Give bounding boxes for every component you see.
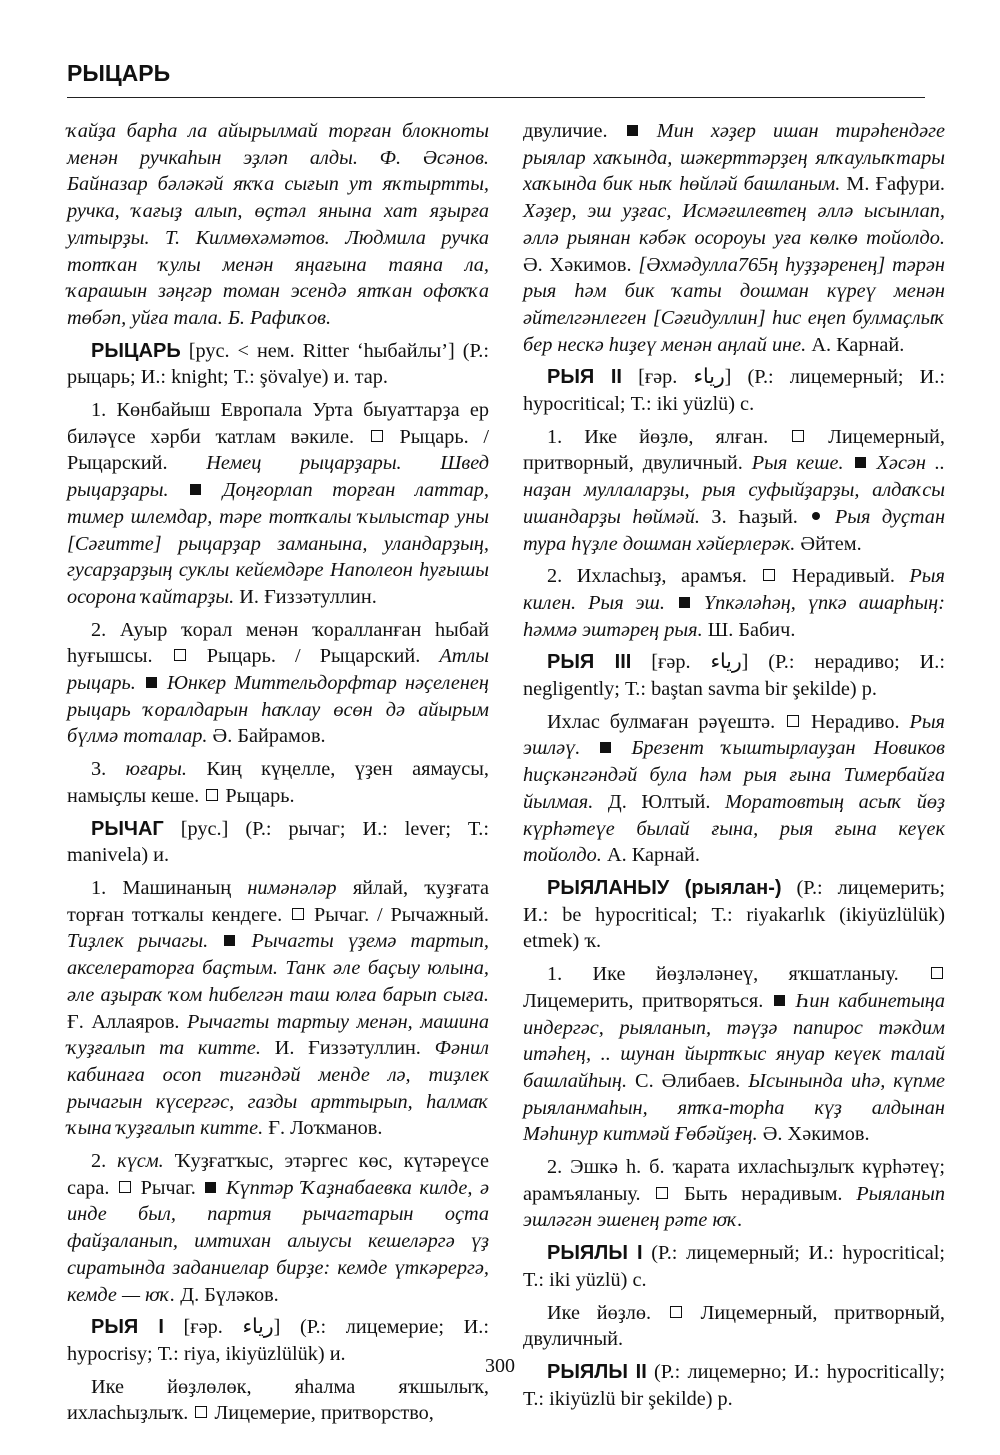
dictionary-entry: [67, 816, 489, 869]
quotation-marker-icon: [600, 742, 611, 753]
sense-block: [523, 961, 945, 1148]
sense-definition: 2.: [91, 1150, 107, 1173]
entry-headword: РЫЯЛЫ I: [547, 1242, 643, 1265]
quotation-source: А. Карнай.: [606, 844, 700, 867]
sense-definition: Ике йөҙлө.: [547, 1301, 652, 1324]
phrase-example: Рыяланып эшләгән эшенең рәте юҡ.: [523, 1182, 945, 1232]
quotation-source: М. Ғафури.: [846, 173, 946, 196]
dictionary-entry: [523, 1240, 945, 1293]
quotation-example: Һин кабинетыңа индергәс, рыяланып, тәүҙә папирос тәкдим итәһең, .. шунан йыртҡыс януар кеүек талай башлайһың.: [523, 989, 946, 1092]
quotation-source: Әйтем.: [800, 532, 862, 555]
entry-etymology: [ғәр. ریاء] (Р.: лицемерный; И.: hypocritical; Т.: iki yüzlü) с.: [523, 366, 946, 416]
quotation-source: Ә. Хәкимов.: [762, 1123, 870, 1146]
entry-headword: РЫЯЛЫ II: [547, 1360, 647, 1383]
sense-definition: 2. Ихласһыҙ, арамъя.: [547, 565, 747, 588]
sense-definition: 1. Ике йөҙлө, ялған.: [547, 425, 769, 448]
entry-headword: РЫЯ I: [91, 1316, 164, 1339]
russian-translation: Лицемерить, притворяться.: [523, 989, 764, 1012]
russian-translation: Лицемерный, притворный, двуличный.: [523, 425, 945, 475]
sense-definition: Киң күңелле, үҙен аямаусы, намыҫлы кеше.: [67, 758, 490, 807]
proverb-marker-icon: [812, 512, 820, 520]
entry-etymology: (Р.: лицемерно; И.: hypocritically; Т.: ikiyüzlü bir şekilde) р.: [523, 1360, 945, 1410]
translation-marker-icon: [792, 430, 804, 442]
entry-etymology: (Р.: лицемерный; И.: hypocritical; Т.: iki yüzlü) с.: [523, 1242, 945, 1291]
quotation-source: Ш. Бабич.: [707, 618, 796, 641]
sense-definition: 2. Ауыр ҡорал менән ҡоралланған һыбай һуғышсы.: [67, 618, 489, 668]
entry-etymology: [рус. < нем. Ritter ‘һыбайлы’] (Р.: рыцарь; И.: knight; Т.: şövalye) и. тар.: [67, 339, 489, 389]
translation-marker-icon: [787, 715, 799, 727]
sense-definition: Ике йөҙлөлөк, яһалма яҡшылыҡ, ихласһыҙлыҡ.: [67, 1375, 489, 1425]
quotation-example: Рычагты үҙемә тартып, акселераторға баҫтым. Танк әле баҫыу юлына, әле аҙыраҡ ҡом һибелгән таш юлға барып сыға.: [67, 930, 490, 1006]
quotation-source: Ғ. Аллаяров.: [67, 1010, 180, 1033]
running-header: РЫЦАРЬ: [67, 60, 171, 86]
quotation-example: Брезент ҡыштырлауҙан Новиков һиҫкәнгәндәй була һәм рыя ғына Тимербайға йылмая.: [523, 737, 945, 813]
quotation-source: Ғ. Лоҡманов.: [268, 1117, 383, 1140]
quotation-source: Ә. Хәкимов.: [523, 253, 632, 276]
quotation-source: Д. Юлтый.: [607, 790, 711, 813]
quotation-marker-icon: [205, 1182, 216, 1193]
dictionary-entry: [523, 649, 945, 702]
sense-definition: двуличие.: [523, 120, 608, 142]
sense-label: нимәнәләр: [247, 876, 337, 899]
russian-translation: Рыцарь. / Рыцарский.: [206, 645, 421, 668]
sense-definition: 3.: [91, 758, 107, 781]
entry-etymology: [ғәр. ریاء] (Р.: лицемерие; И.: hypocrisy; Т.: riya, ikiyüzlülük) и.: [67, 1316, 489, 1365]
quotation-example: Юнкер Миттельдорфтар нәҫеленең рыцарь ҡоралдарын һаҡлау өсөн дә айырым бүлмә тоталар.: [67, 672, 489, 748]
quotation-source: И. Ғиззәтуллин.: [239, 585, 377, 608]
translation-marker-icon: [931, 967, 943, 979]
quotation-source: Ә. Байрамов.: [212, 725, 326, 748]
sense-definition: 1. Ике йөҙләләнеү, яҡшатланыу.: [547, 963, 899, 986]
phrase-example: Тиҙлек рычагы.: [67, 930, 209, 953]
translation-marker-icon: [206, 789, 218, 801]
entry-etymology: [ғәр. ریاء] (Р.: нерадиво; И.: negligently; Т.: baştan savma bir şekilde) р.: [523, 651, 945, 701]
russian-translation: Рыцарь.: [225, 784, 295, 807]
sense-block: [67, 756, 489, 809]
entry-headword: РЫЯЛАНЫУ (рыялан-): [547, 876, 782, 899]
russian-translation: Рыцарь. / Рыцарский.: [67, 425, 489, 475]
sense-label: күсм.: [117, 1150, 164, 1173]
phrase-example: Рыя эшләү.: [523, 710, 945, 760]
quotation-marker-icon: [627, 125, 638, 136]
sense-block: [67, 875, 489, 1142]
quotation-source: А. Карнай.: [811, 333, 905, 356]
dictionary-entry: [523, 875, 945, 955]
quotation-example: Моратовтың асыҡ йөҙ күрһәтеүе былай ғына, рыя ғына кеүек тойолдо.: [523, 790, 945, 867]
quotation-marker-icon: [224, 935, 235, 946]
quotation-example: Ысынында иһә, күпме рыяланмаһын, ятҡа-торһа күҙ алдынан Мәһинур китмәй Ғөбәйҙең.: [523, 1069, 946, 1146]
quotation-source: И. Ғиззәтуллин.: [274, 1037, 421, 1060]
quotation-example: Доңғорлап торған латтар, тимер шлемдар, тәре тотҡалы ҡылыстар уны [Сәғитте] рыцарҙар заманына, уландарҙың, гусарҙарҙың суклы кейемдәре Наполеон һуғышы осорона ҡайтарҙы.: [67, 479, 489, 608]
quotation-marker-icon: [679, 597, 690, 608]
entry-headword: РЫЦАРЬ: [91, 339, 181, 362]
sense-definition: яйлай, ҡуҙғата торған тотҡалы кендеге.: [67, 876, 489, 926]
sense-block: [67, 1374, 489, 1427]
sense-block: [523, 1300, 945, 1353]
translation-marker-icon: [292, 908, 304, 920]
sense-label: юғары.: [125, 758, 187, 781]
sense-definition: 1. Көнбайыш Европала Урта быуаттарҙа ер биләүсе хәрби ҡатлам вәкиле.: [67, 399, 489, 448]
sense-definition: 1. Машинаның: [91, 876, 232, 899]
quotation-source: З. Һаҙый.: [711, 505, 798, 528]
translation-marker-icon: [670, 1306, 682, 1318]
sense-block: [523, 1154, 945, 1234]
russian-translation: Рычаг. / Рычажный.: [313, 903, 489, 926]
sense-block: [523, 118, 945, 358]
sense-block: [67, 397, 489, 611]
quotation-marker-icon: [190, 484, 201, 495]
entry-etymology: [рус.] (Р.: рычаг; И.: lever; Т.: manivela) и.: [67, 817, 490, 867]
quotation-source: С. Әлибаев.: [635, 1069, 741, 1092]
entry-headword: РЫЯ III: [547, 651, 632, 674]
sense-block: [523, 563, 945, 643]
sense-definition: 2. Эшкә һ. б. ҡарата ихласһыҙлыҡ күрһәтеү; арамъяланыу.: [523, 1156, 945, 1205]
quotation-example: Фәнил кабинаға осоп тигәндәй менде лә, тиҙлек рычагын күсергәс, газды арттырып, һалмаҡ ҡына ҡуҙғалып китте.: [67, 1037, 489, 1140]
sense-block: [67, 1148, 489, 1308]
russian-translation: Рычаг.: [140, 1176, 196, 1199]
sense-block: [523, 424, 945, 558]
translation-marker-icon: [195, 1406, 207, 1418]
translation-marker-icon: [763, 569, 775, 581]
phrase-example: Немец рыцарҙары. Швед рыцарҙары.: [67, 452, 489, 502]
example-text: ҡайҙа барһа ла айырылмай торған блокноты менән ручкаһын эҙләп алды. Ф. Әсәнов. Байназар бәләкәй яҡҡа сығып ут яҡтыртты, ручка, ҡағыҙ алып, өҫтәл янына хат яҙырға ултырҙы. Т. Килмөхәмәтов. Людмила ручка тотҡан ҡулы менән яңағына таяна ла, ҡарашын зәңгәр томан эсендә ятҡан офоҡҡа төбәп, уйға тала. Б. Рафиҡов.: [67, 120, 489, 329]
quotation-example: Күптәр Ҡаҙнабаевка килде, ә инде был, партия рычагтарын оҫта файҙаланып, имтихан алыусы кешеләргә үҙ сиратында заданиелар бирҙе: кемде үткәрергә, кемде — юҡ.: [67, 1176, 490, 1306]
entry-headword: РЫЧАГ: [91, 817, 164, 840]
proverb-example: Рыя дуҫтан тура һүҙле дошман хәйерлерәк.: [523, 505, 946, 555]
quotation-example: Хәҙер, эш уҙғас, Исмәғилевтең әллә ысынлап, әллә рыянан кәбәк осороуы уға көлкө тойолдо.: [523, 200, 945, 249]
russian-translation: Нерадиво.: [810, 710, 900, 733]
sense-definition: Ҡуҙғатҡыс, этәргес көс, күтәреүсе сара.: [67, 1150, 490, 1199]
russian-translation: Нерадивый.: [791, 565, 895, 588]
quotation-example: [Әхмәдулла765ң һуҙҙәренең] тәрән рыя һәм бик ҡаты дошман күреү менән әйтелгәнлеген [Сәғидуллин] һис еңеп булмаҫлыҡ бер нескә һиҙеү менән аңлай ине.: [523, 253, 945, 356]
quotation-marker-icon: [855, 457, 866, 468]
example-continuation: [67, 118, 489, 332]
entry-etymology: (Р.: лицемерить; И.: be hypocritical; Т.: riyakarlık (ikiyüzlülük) etmek) ҡ.: [523, 876, 945, 953]
quotation-example: Мин хәҙер ишан тирәһендәге рыялар хаҡында, шәкерттәрҙең ялҡаулыҡтары хаҡында бик ныҡ һөйләй башланым.: [523, 120, 945, 196]
entry-headword: РЫЯ II: [547, 366, 622, 389]
translation-marker-icon: [656, 1187, 668, 1199]
phrase-example: Атлы рыцарь.: [67, 645, 490, 695]
quotation-example: Рычагты тартыу менән, машина ҡуҙғалып та китте.: [67, 1010, 489, 1060]
right-column: [523, 118, 945, 1418]
russian-translation: Лицемерный, притворный, двуличный.: [523, 1301, 945, 1351]
russian-translation: Лицемерие, притворство,: [214, 1402, 434, 1425]
translation-marker-icon: [119, 1181, 131, 1193]
sense-block: [67, 617, 489, 751]
quotation-example: Хәсән .. наҙан муллаларҙы, рыя суфыйҙарҙы, алдаҡсы ишандарҙы һөймәй.: [523, 452, 945, 528]
left-column: [67, 118, 489, 1433]
phrase-example: Рыя кеше.: [751, 452, 844, 475]
russian-translation: Быть нерадивым.: [684, 1182, 843, 1205]
translation-marker-icon: [174, 649, 186, 661]
quotation-marker-icon: [774, 995, 785, 1006]
phrase-example: Рыя килен. Рыя эш.: [523, 565, 945, 614]
quotation-marker-icon: [146, 677, 157, 688]
sense-block: [523, 709, 945, 869]
quotation-example: Үпкәләһәң, үпкә ашарһың: һәммә эштәрең рыя.: [523, 591, 945, 641]
header-rule: [67, 97, 925, 98]
page-number: 300: [485, 1355, 515, 1377]
quotation-source: Д. Бүләков.: [180, 1283, 279, 1306]
dictionary-entry: [67, 338, 489, 391]
dictionary-entry: [523, 364, 945, 417]
translation-marker-icon: [371, 430, 383, 442]
sense-definition: Ихлас булмаған рәүештә.: [547, 710, 776, 733]
